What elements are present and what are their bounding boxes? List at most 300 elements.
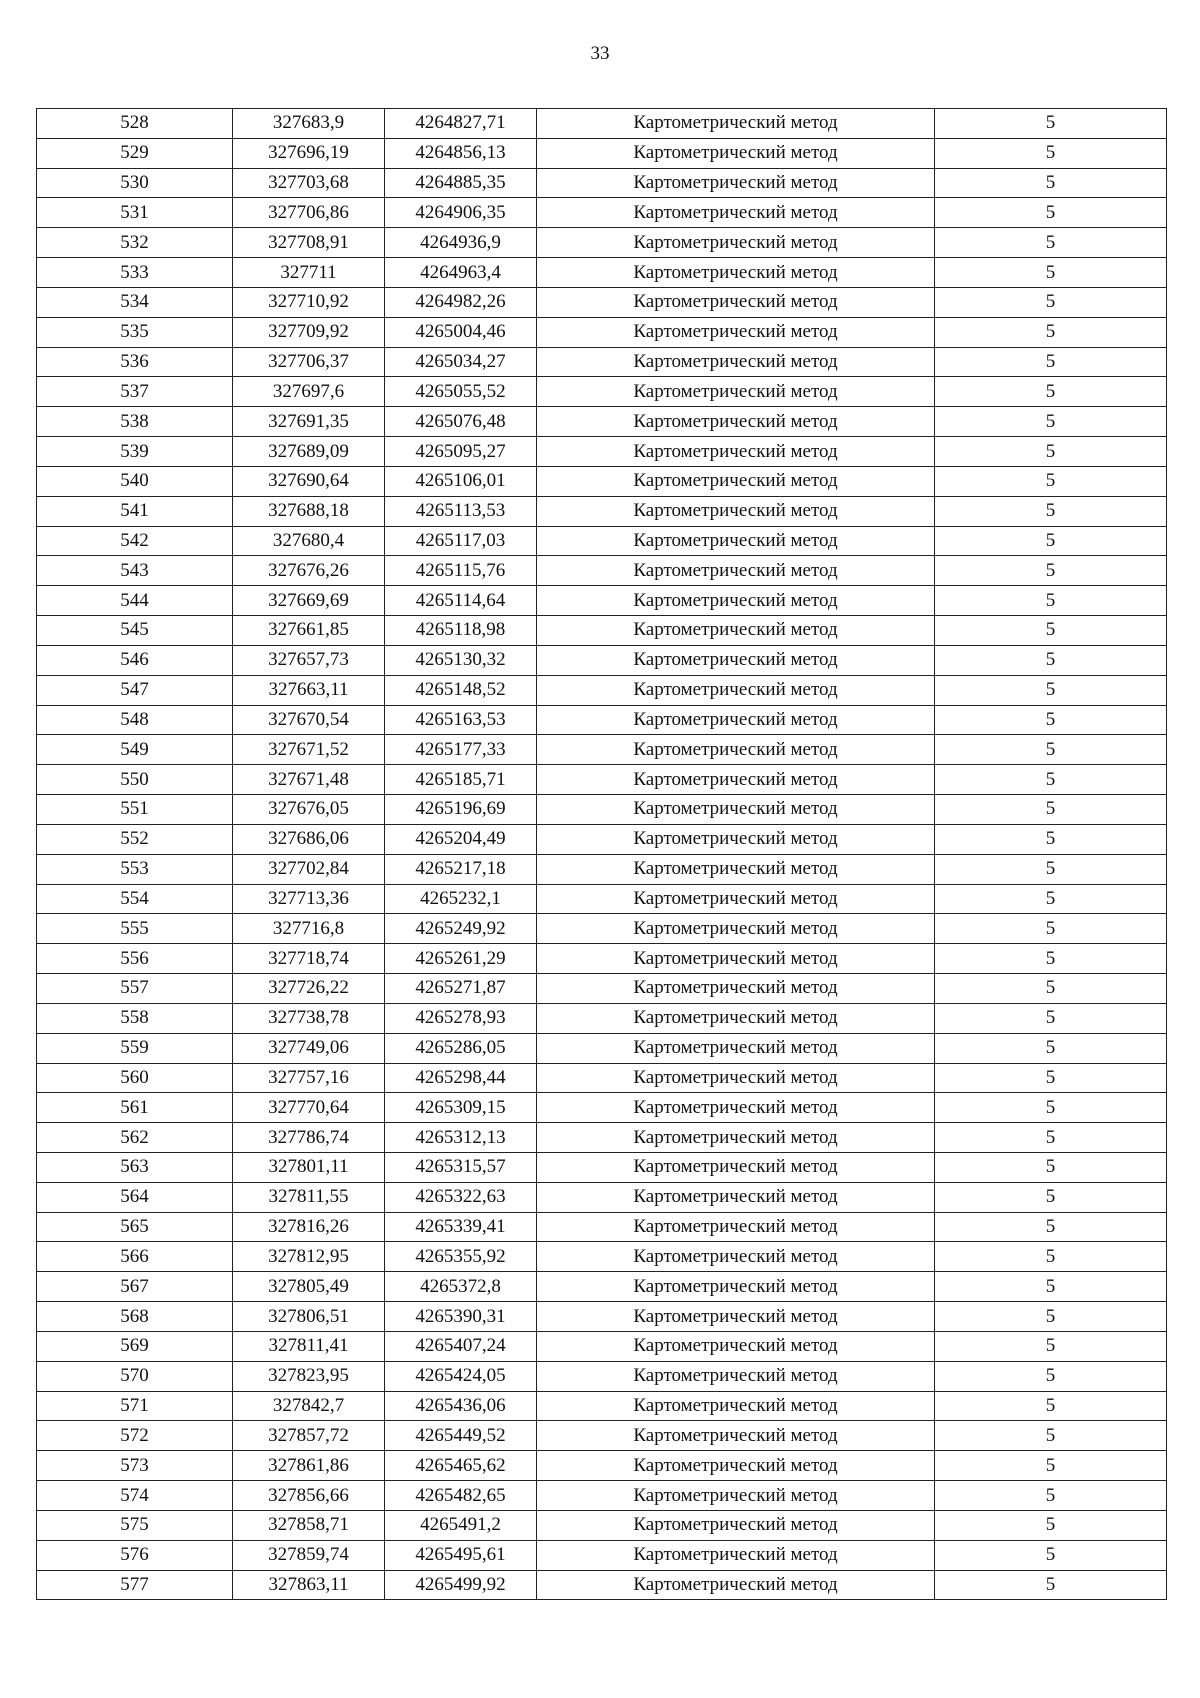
x-coordinate-cell: 327671,48 [233, 765, 385, 795]
point-number-cell: 566 [37, 1242, 233, 1272]
method-cell: Картометрический метод [537, 705, 935, 735]
table-row [37, 347, 1167, 377]
y-coordinate-cell: 4265185,71 [385, 765, 537, 795]
method-cell: Картометрический метод [537, 109, 935, 139]
method-cell: Картометрический метод [537, 258, 935, 288]
method-cell: Картометрический метод [537, 854, 935, 884]
table-row [37, 765, 1167, 795]
x-coordinate-cell: 327806,51 [233, 1302, 385, 1332]
method-cell: Картометрический метод [537, 1003, 935, 1033]
point-number-cell: 547 [37, 675, 233, 705]
accuracy-cell: 5 [935, 675, 1167, 705]
x-coordinate-cell: 327713,36 [233, 884, 385, 914]
accuracy-cell: 5 [935, 1570, 1167, 1600]
table-row [37, 705, 1167, 735]
method-cell: Картометрический метод [537, 526, 935, 556]
point-number-cell: 549 [37, 735, 233, 765]
point-number-cell: 560 [37, 1063, 233, 1093]
accuracy-cell: 5 [935, 1063, 1167, 1093]
y-coordinate-cell: 4265298,44 [385, 1063, 537, 1093]
accuracy-cell: 5 [935, 1003, 1167, 1033]
table-row [37, 1510, 1167, 1540]
method-cell: Картометрический метод [537, 1272, 935, 1302]
method-cell: Картометрический метод [537, 795, 935, 825]
method-cell: Картометрический метод [537, 884, 935, 914]
table-row [37, 109, 1167, 139]
x-coordinate-cell: 327680,4 [233, 526, 385, 556]
x-coordinate-cell: 327805,49 [233, 1272, 385, 1302]
method-cell: Картометрический метод [537, 556, 935, 586]
method-cell: Картометрический метод [537, 616, 935, 646]
x-coordinate-cell: 327859,74 [233, 1540, 385, 1570]
x-coordinate-cell: 327683,9 [233, 109, 385, 139]
y-coordinate-cell: 4265232,1 [385, 884, 537, 914]
accuracy-cell: 5 [935, 974, 1167, 1004]
accuracy-cell: 5 [935, 1212, 1167, 1242]
x-coordinate-cell: 327786,74 [233, 1123, 385, 1153]
x-coordinate-cell: 327696,19 [233, 138, 385, 168]
y-coordinate-cell: 4265163,53 [385, 705, 537, 735]
method-cell: Картометрический метод [537, 496, 935, 526]
table-row [37, 407, 1167, 437]
y-coordinate-cell: 4265034,27 [385, 347, 537, 377]
accuracy-cell: 5 [935, 168, 1167, 198]
point-number-cell: 572 [37, 1421, 233, 1451]
accuracy-cell: 5 [935, 287, 1167, 317]
y-coordinate-cell: 4265278,93 [385, 1003, 537, 1033]
x-coordinate-cell: 327691,35 [233, 407, 385, 437]
point-number-cell: 542 [37, 526, 233, 556]
y-coordinate-cell: 4265261,29 [385, 944, 537, 974]
y-coordinate-cell: 4264827,71 [385, 109, 537, 139]
accuracy-cell: 5 [935, 1361, 1167, 1391]
x-coordinate-cell: 327757,16 [233, 1063, 385, 1093]
point-number-cell: 564 [37, 1182, 233, 1212]
table-row [37, 1152, 1167, 1182]
y-coordinate-cell: 4265491,2 [385, 1510, 537, 1540]
x-coordinate-cell: 327726,22 [233, 974, 385, 1004]
coordinates-table [36, 108, 1167, 1600]
y-coordinate-cell: 4265106,01 [385, 466, 537, 496]
point-number-cell: 565 [37, 1212, 233, 1242]
x-coordinate-cell: 327816,26 [233, 1212, 385, 1242]
x-coordinate-cell: 327676,05 [233, 795, 385, 825]
method-cell: Картометрический метод [537, 228, 935, 258]
y-coordinate-cell: 4265148,52 [385, 675, 537, 705]
x-coordinate-cell: 327688,18 [233, 496, 385, 526]
y-coordinate-cell: 4265322,63 [385, 1182, 537, 1212]
method-cell: Картометрический метод [537, 1123, 935, 1153]
x-coordinate-cell: 327661,85 [233, 616, 385, 646]
point-number-cell: 550 [37, 765, 233, 795]
accuracy-cell: 5 [935, 1242, 1167, 1272]
accuracy-cell: 5 [935, 914, 1167, 944]
table-row [37, 496, 1167, 526]
accuracy-cell: 5 [935, 824, 1167, 854]
table-row [37, 556, 1167, 586]
point-number-cell: 531 [37, 198, 233, 228]
accuracy-cell: 5 [935, 1481, 1167, 1511]
x-coordinate-cell: 327702,84 [233, 854, 385, 884]
y-coordinate-cell: 4265355,92 [385, 1242, 537, 1272]
point-number-cell: 544 [37, 586, 233, 616]
accuracy-cell: 5 [935, 645, 1167, 675]
accuracy-cell: 5 [935, 1182, 1167, 1212]
table-row [37, 1272, 1167, 1302]
x-coordinate-cell: 327738,78 [233, 1003, 385, 1033]
table-row [37, 1391, 1167, 1421]
x-coordinate-cell: 327708,91 [233, 228, 385, 258]
y-coordinate-cell: 4264982,26 [385, 287, 537, 317]
method-cell: Картометрический метод [537, 1242, 935, 1272]
y-coordinate-cell: 4264936,9 [385, 228, 537, 258]
method-cell: Картометрический метод [537, 198, 935, 228]
point-number-cell: 533 [37, 258, 233, 288]
point-number-cell: 530 [37, 168, 233, 198]
point-number-cell: 570 [37, 1361, 233, 1391]
accuracy-cell: 5 [935, 496, 1167, 526]
point-number-cell: 543 [37, 556, 233, 586]
point-number-cell: 529 [37, 138, 233, 168]
accuracy-cell: 5 [935, 347, 1167, 377]
method-cell: Картометрический метод [537, 317, 935, 347]
y-coordinate-cell: 4265118,98 [385, 616, 537, 646]
y-coordinate-cell: 4265217,18 [385, 854, 537, 884]
accuracy-cell: 5 [935, 198, 1167, 228]
accuracy-cell: 5 [935, 377, 1167, 407]
y-coordinate-cell: 4264963,4 [385, 258, 537, 288]
accuracy-cell: 5 [935, 616, 1167, 646]
method-cell: Картометрический метод [537, 437, 935, 467]
accuracy-cell: 5 [935, 1331, 1167, 1361]
point-number-cell: 546 [37, 645, 233, 675]
x-coordinate-cell: 327861,86 [233, 1451, 385, 1481]
x-coordinate-cell: 327710,92 [233, 287, 385, 317]
table-row [37, 914, 1167, 944]
y-coordinate-cell: 4265286,05 [385, 1033, 537, 1063]
table-row [37, 437, 1167, 467]
method-cell: Картометрический метод [537, 1182, 935, 1212]
y-coordinate-cell: 4265204,49 [385, 824, 537, 854]
y-coordinate-cell: 4265177,33 [385, 735, 537, 765]
table-row [37, 526, 1167, 556]
method-cell: Картометрический метод [537, 407, 935, 437]
accuracy-cell: 5 [935, 944, 1167, 974]
coordinates-table-body [37, 109, 1167, 1600]
x-coordinate-cell: 327706,37 [233, 347, 385, 377]
accuracy-cell: 5 [935, 1421, 1167, 1451]
method-cell: Картометрический метод [537, 586, 935, 616]
point-number-cell: 553 [37, 854, 233, 884]
method-cell: Картометрический метод [537, 735, 935, 765]
method-cell: Картометрический метод [537, 944, 935, 974]
accuracy-cell: 5 [935, 884, 1167, 914]
method-cell: Картометрический метод [537, 138, 935, 168]
point-number-cell: 528 [37, 109, 233, 139]
x-coordinate-cell: 327823,95 [233, 1361, 385, 1391]
table-row [37, 1093, 1167, 1123]
method-cell: Картометрический метод [537, 1570, 935, 1600]
point-number-cell: 569 [37, 1331, 233, 1361]
table-row [37, 1123, 1167, 1153]
y-coordinate-cell: 4265309,15 [385, 1093, 537, 1123]
x-coordinate-cell: 327858,71 [233, 1510, 385, 1540]
x-coordinate-cell: 327811,41 [233, 1331, 385, 1361]
method-cell: Картометрический метод [537, 1510, 935, 1540]
table-row [37, 1003, 1167, 1033]
point-number-cell: 577 [37, 1570, 233, 1600]
point-number-cell: 573 [37, 1451, 233, 1481]
table-row [37, 138, 1167, 168]
point-number-cell: 539 [37, 437, 233, 467]
point-number-cell: 541 [37, 496, 233, 526]
accuracy-cell: 5 [935, 1391, 1167, 1421]
accuracy-cell: 5 [935, 437, 1167, 467]
x-coordinate-cell: 327709,92 [233, 317, 385, 347]
accuracy-cell: 5 [935, 1123, 1167, 1153]
x-coordinate-cell: 327801,11 [233, 1152, 385, 1182]
x-coordinate-cell: 327657,73 [233, 645, 385, 675]
method-cell: Картометрический метод [537, 1481, 935, 1511]
accuracy-cell: 5 [935, 586, 1167, 616]
accuracy-cell: 5 [935, 138, 1167, 168]
x-coordinate-cell: 327697,6 [233, 377, 385, 407]
accuracy-cell: 5 [935, 705, 1167, 735]
accuracy-cell: 5 [935, 1540, 1167, 1570]
method-cell: Картометрический метод [537, 675, 935, 705]
point-number-cell: 557 [37, 974, 233, 1004]
method-cell: Картометрический метод [537, 645, 935, 675]
table-row [37, 1063, 1167, 1093]
y-coordinate-cell: 4265315,57 [385, 1152, 537, 1182]
point-number-cell: 555 [37, 914, 233, 944]
table-row [37, 586, 1167, 616]
accuracy-cell: 5 [935, 258, 1167, 288]
table-row [37, 675, 1167, 705]
y-coordinate-cell: 4265115,76 [385, 556, 537, 586]
point-number-cell: 534 [37, 287, 233, 317]
table-row [37, 854, 1167, 884]
accuracy-cell: 5 [935, 1033, 1167, 1063]
table-row [37, 1182, 1167, 1212]
table-row [37, 317, 1167, 347]
method-cell: Картометрический метод [537, 1152, 935, 1182]
table-row [37, 1212, 1167, 1242]
x-coordinate-cell: 327812,95 [233, 1242, 385, 1272]
x-coordinate-cell: 327842,7 [233, 1391, 385, 1421]
point-number-cell: 575 [37, 1510, 233, 1540]
method-cell: Картометрический метод [537, 1540, 935, 1570]
y-coordinate-cell: 4265312,13 [385, 1123, 537, 1153]
x-coordinate-cell: 327718,74 [233, 944, 385, 974]
table-row [37, 1451, 1167, 1481]
point-number-cell: 576 [37, 1540, 233, 1570]
y-coordinate-cell: 4265249,92 [385, 914, 537, 944]
method-cell: Картометрический метод [537, 974, 935, 1004]
point-number-cell: 559 [37, 1033, 233, 1063]
page-number: 33 [590, 43, 610, 64]
x-coordinate-cell: 327706,86 [233, 198, 385, 228]
point-number-cell: 551 [37, 795, 233, 825]
y-coordinate-cell: 4265372,8 [385, 1272, 537, 1302]
table-row [37, 1331, 1167, 1361]
point-number-cell: 563 [37, 1152, 233, 1182]
accuracy-cell: 5 [935, 795, 1167, 825]
y-coordinate-cell: 4264856,13 [385, 138, 537, 168]
x-coordinate-cell: 327716,8 [233, 914, 385, 944]
accuracy-cell: 5 [935, 1272, 1167, 1302]
table-row [37, 1540, 1167, 1570]
accuracy-cell: 5 [935, 1451, 1167, 1481]
point-number-cell: 556 [37, 944, 233, 974]
y-coordinate-cell: 4265117,03 [385, 526, 537, 556]
y-coordinate-cell: 4265407,24 [385, 1331, 537, 1361]
accuracy-cell: 5 [935, 1510, 1167, 1540]
y-coordinate-cell: 4265499,92 [385, 1570, 537, 1600]
method-cell: Картометрический метод [537, 1063, 935, 1093]
point-number-cell: 537 [37, 377, 233, 407]
point-number-cell: 568 [37, 1302, 233, 1332]
table-row [37, 735, 1167, 765]
point-number-cell: 540 [37, 466, 233, 496]
x-coordinate-cell: 327690,64 [233, 466, 385, 496]
table-row [37, 616, 1167, 646]
method-cell: Картометрический метод [537, 1302, 935, 1332]
x-coordinate-cell: 327676,26 [233, 556, 385, 586]
method-cell: Картометрический метод [537, 1421, 935, 1451]
table-row [37, 1242, 1167, 1272]
x-coordinate-cell: 327856,66 [233, 1481, 385, 1511]
y-coordinate-cell: 4265113,53 [385, 496, 537, 526]
y-coordinate-cell: 4265495,61 [385, 1540, 537, 1570]
x-coordinate-cell: 327670,54 [233, 705, 385, 735]
accuracy-cell: 5 [935, 854, 1167, 884]
table-row [37, 198, 1167, 228]
y-coordinate-cell: 4265130,32 [385, 645, 537, 675]
y-coordinate-cell: 4265196,69 [385, 795, 537, 825]
x-coordinate-cell: 327749,06 [233, 1033, 385, 1063]
x-coordinate-cell: 327671,52 [233, 735, 385, 765]
method-cell: Картометрический метод [537, 1451, 935, 1481]
y-coordinate-cell: 4265271,87 [385, 974, 537, 1004]
x-coordinate-cell: 327689,09 [233, 437, 385, 467]
table-row [37, 377, 1167, 407]
y-coordinate-cell: 4265424,05 [385, 1361, 537, 1391]
table-row [37, 944, 1167, 974]
method-cell: Картометрический метод [537, 1093, 935, 1123]
accuracy-cell: 5 [935, 317, 1167, 347]
method-cell: Картометрический метод [537, 914, 935, 944]
y-coordinate-cell: 4265076,48 [385, 407, 537, 437]
y-coordinate-cell: 4265055,52 [385, 377, 537, 407]
point-number-cell: 571 [37, 1391, 233, 1421]
accuracy-cell: 5 [935, 765, 1167, 795]
accuracy-cell: 5 [935, 1302, 1167, 1332]
point-number-cell: 562 [37, 1123, 233, 1153]
x-coordinate-cell: 327686,06 [233, 824, 385, 854]
table-row [37, 1421, 1167, 1451]
point-number-cell: 538 [37, 407, 233, 437]
point-number-cell: 558 [37, 1003, 233, 1033]
method-cell: Картометрический метод [537, 1391, 935, 1421]
table-row [37, 258, 1167, 288]
method-cell: Картометрический метод [537, 347, 935, 377]
x-coordinate-cell: 327811,55 [233, 1182, 385, 1212]
method-cell: Картометрический метод [537, 765, 935, 795]
x-coordinate-cell: 327669,69 [233, 586, 385, 616]
x-coordinate-cell: 327663,11 [233, 675, 385, 705]
y-coordinate-cell: 4265465,62 [385, 1451, 537, 1481]
y-coordinate-cell: 4265449,52 [385, 1421, 537, 1451]
point-number-cell: 532 [37, 228, 233, 258]
y-coordinate-cell: 4265114,64 [385, 586, 537, 616]
table-row [37, 228, 1167, 258]
accuracy-cell: 5 [935, 556, 1167, 586]
table-row [37, 795, 1167, 825]
x-coordinate-cell: 327863,11 [233, 1570, 385, 1600]
x-coordinate-cell: 327857,72 [233, 1421, 385, 1451]
accuracy-cell: 5 [935, 1152, 1167, 1182]
accuracy-cell: 5 [935, 407, 1167, 437]
table-row [37, 1481, 1167, 1511]
table-row [37, 645, 1167, 675]
x-coordinate-cell: 327703,68 [233, 168, 385, 198]
accuracy-cell: 5 [935, 526, 1167, 556]
table-row [37, 1570, 1167, 1600]
accuracy-cell: 5 [935, 1093, 1167, 1123]
method-cell: Картометрический метод [537, 287, 935, 317]
accuracy-cell: 5 [935, 735, 1167, 765]
x-coordinate-cell: 327770,64 [233, 1093, 385, 1123]
y-coordinate-cell: 4264906,35 [385, 198, 537, 228]
y-coordinate-cell: 4264885,35 [385, 168, 537, 198]
point-number-cell: 535 [37, 317, 233, 347]
y-coordinate-cell: 4265339,41 [385, 1212, 537, 1242]
table-row [37, 1302, 1167, 1332]
method-cell: Картометрический метод [537, 1033, 935, 1063]
method-cell: Картометрический метод [537, 1212, 935, 1242]
point-number-cell: 574 [37, 1481, 233, 1511]
method-cell: Картометрический метод [537, 168, 935, 198]
point-number-cell: 561 [37, 1093, 233, 1123]
accuracy-cell: 5 [935, 466, 1167, 496]
table-row [37, 287, 1167, 317]
table-row [37, 466, 1167, 496]
table-row [37, 884, 1167, 914]
x-coordinate-cell: 327711 [233, 258, 385, 288]
point-number-cell: 548 [37, 705, 233, 735]
point-number-cell: 554 [37, 884, 233, 914]
table-row [37, 1361, 1167, 1391]
method-cell: Картометрический метод [537, 824, 935, 854]
point-number-cell: 545 [37, 616, 233, 646]
y-coordinate-cell: 4265390,31 [385, 1302, 537, 1332]
y-coordinate-cell: 4265436,06 [385, 1391, 537, 1421]
table-row [37, 168, 1167, 198]
point-number-cell: 567 [37, 1272, 233, 1302]
y-coordinate-cell: 4265482,65 [385, 1481, 537, 1511]
method-cell: Картометрический метод [537, 1361, 935, 1391]
point-number-cell: 536 [37, 347, 233, 377]
table-row [37, 974, 1167, 1004]
table-row [37, 1033, 1167, 1063]
method-cell: Картометрический метод [537, 466, 935, 496]
method-cell: Картометрический метод [537, 1331, 935, 1361]
accuracy-cell: 5 [935, 228, 1167, 258]
table-row [37, 824, 1167, 854]
y-coordinate-cell: 4265095,27 [385, 437, 537, 467]
accuracy-cell: 5 [935, 109, 1167, 139]
